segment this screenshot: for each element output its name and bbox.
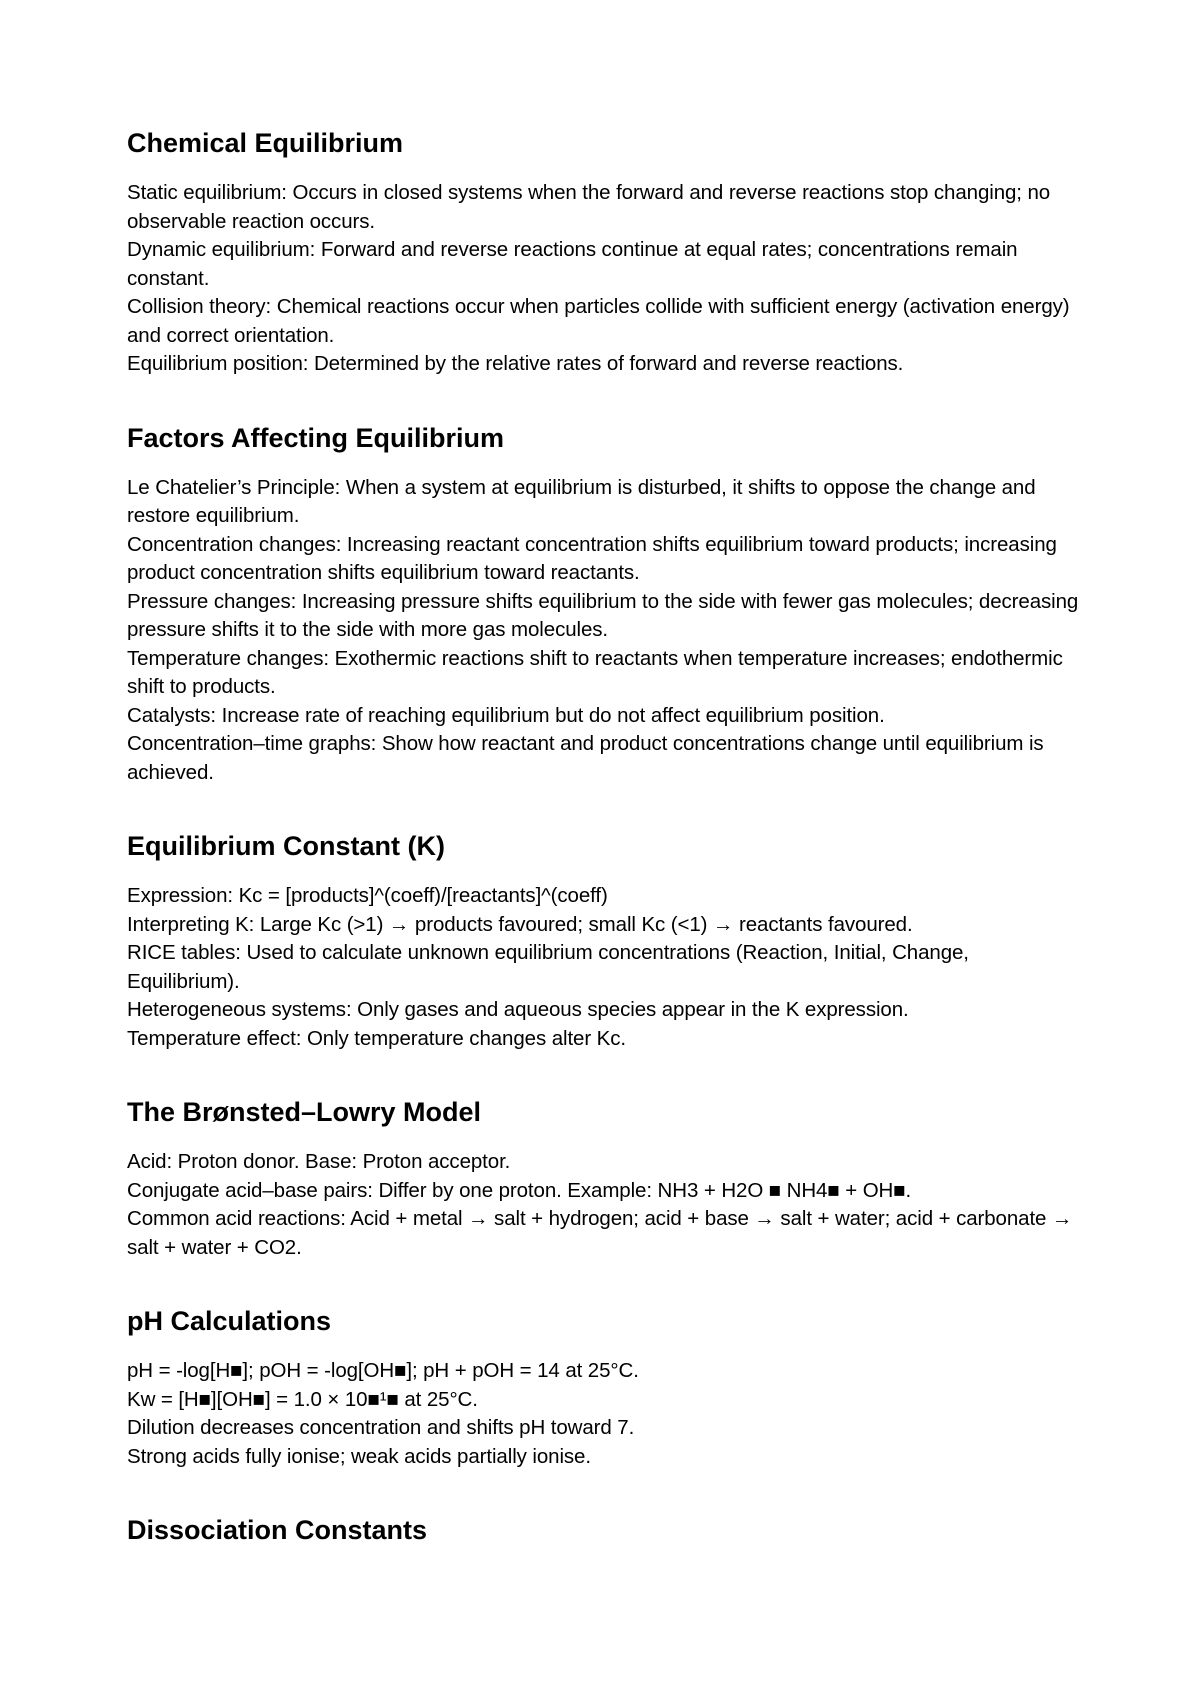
paragraph: Kw = [H■][OH■] = 1.0 × 10■¹■ at 25°C. [127,1387,478,1411]
section-heading: Dissociation Constants [127,1515,428,1545]
document-content [127,126,1087,1566]
section-equilibrium-constant [127,829,1087,1053]
section-chemical-equilibrium [127,126,1087,379]
paragraph: Collision theory: Chemical reactions occur when particles collide with sufficient energy (activation energy) and correct orientation. [127,295,1070,347]
paragraph: Expression: Kc = [products]^(coeff)/[reactants]^(coeff) [127,884,608,907]
paragraph: Equilibrium position: Determined by the relative rates of forward and reverse reactions. [127,352,904,375]
paragraph: Static equilibrium: Occurs in closed systems when the forward and reverse reactions stop changing; no observable reaction occurs. [127,181,1051,233]
paragraph: Le Chatelier’s Principle: When a system at equilibrium is disturbed, it shifts to oppose the change and restore equilibrium. [127,475,1036,527]
paragraph: Concentration–time graphs: Show how reactant and product concentrations change until equilibrium is achieved. [127,732,1044,784]
section-heading: Chemical Equilibrium [127,128,404,158]
section-body [127,1357,1087,1471]
paragraph: Acid: Proton donor. Base: Proton acceptor. [127,1150,511,1173]
section-factors-affecting-equilibrium [127,421,1087,788]
section-body [127,882,1087,1053]
section-heading: Equilibrium Constant (K) [127,831,445,861]
paragraph: Strong acids fully ionise; weak acids partially ionise. [127,1444,591,1468]
section-heading: Factors Affecting Equilibrium [127,422,505,453]
paragraph: RICE tables: Used to calculate unknown equilibrium concentrations (Reaction, Initial, Change, Equilibrium). [127,941,969,993]
section-body [127,179,1087,379]
paragraph: Common acid reactions: Acid + metal → salt + hydrogen; acid + base → salt + water; acid + carbonate → salt + water + CO2. [127,1207,1073,1259]
paragraph: Concentration changes: Increasing reactant concentration shifts equilibrium toward products; increasing product concentration shifts equilibrium toward reactants. [127,532,1057,584]
paragraph: Interpreting K: Large Kc (>1) → products favoured; small Kc (<1) → reactants favoured. [127,912,913,936]
section-heading: pH Calculations [127,1306,332,1336]
paragraph: Pressure changes: Increasing pressure shifts equilibrium to the side with fewer gas molecules; decreasing pressure shifts it to the side with more gas molecules. [127,589,1079,641]
section-ph-calculations [127,1304,1087,1471]
paragraph: Temperature changes: Exothermic reactions shift to reactants when temperature increases; endothermic shift to products. [127,646,1063,698]
section-body [127,1148,1087,1262]
section-body [127,474,1087,788]
paragraph: pH = -log[H■]; pOH = -log[OH■]; pH + pOH = 14 at 25°C. [127,1359,639,1382]
paragraph: Dynamic equilibrium: Forward and reverse reactions continue at equal rates; concentrations remain constant. [127,238,1018,290]
paragraph: Temperature effect: Only temperature changes alter Kc. [127,1026,627,1050]
section-heading: The Brønsted–Lowry Model [127,1097,482,1127]
section-bronsted-lowry [127,1095,1087,1262]
paragraph: Dilution decreases concentration and shifts pH toward 7. [127,1416,635,1439]
paragraph: Heterogeneous systems: Only gases and aqueous species appear in the K expression. [127,998,909,1021]
paragraph: Catalysts: Increase rate of reaching equilibrium but do not affect equilibrium position. [127,703,885,727]
paragraph: Conjugate acid–base pairs: Differ by one proton. Example: NH3 + H2O ■ NH4■ + OH■. [127,1178,912,1202]
section-dissociation-constants [127,1513,1087,1547]
